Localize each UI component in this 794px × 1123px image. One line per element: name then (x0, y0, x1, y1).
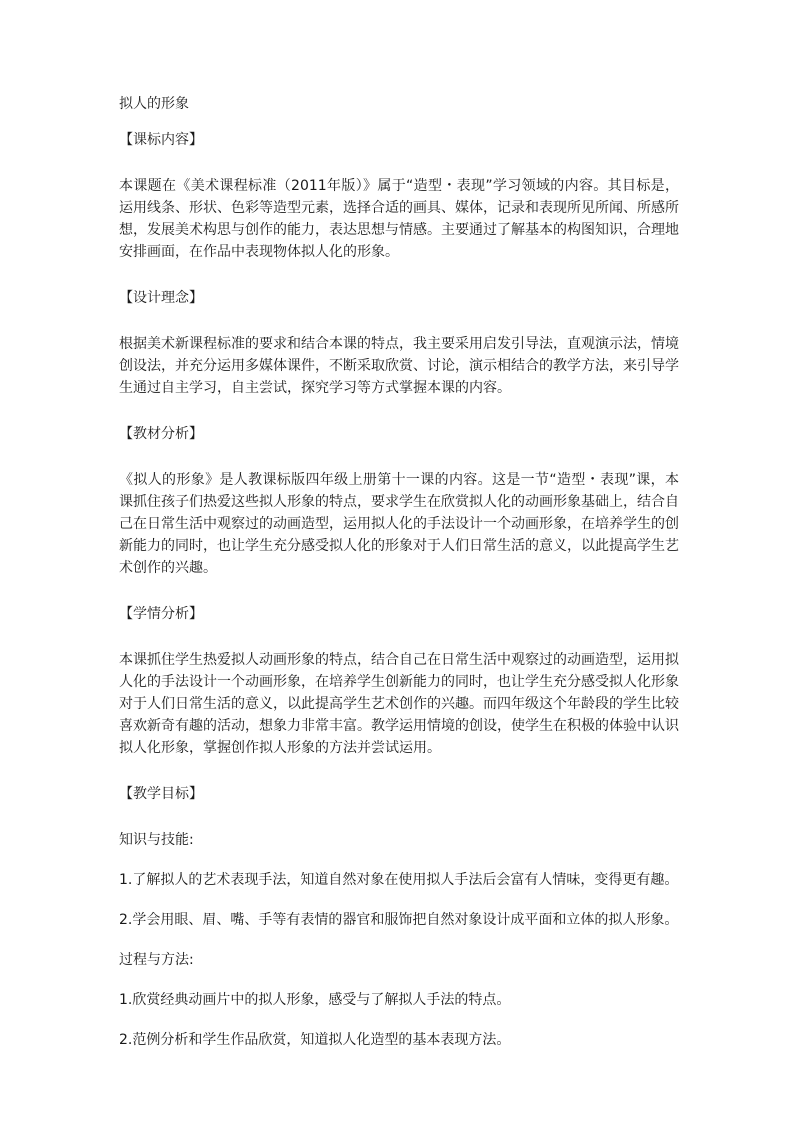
knowledge-item-1: 1.了解拟人的艺术表现手法，知道自然对象在使用拟人手法后会富有人情味，变得更有趣。 (119, 872, 679, 888)
section-text-concept: 根据美术新课程标准的要求和结合本课的特点，我主要采用启发引导法，直观演示法，情境创设法，并充分运用多媒体课件，不断采取欣赏、讨论，演示相结合的教学方法，来引导学生通过自主学习，自主尝试，探究学习等方式掌握本课的内容。 (119, 336, 679, 396)
document-title: 拟人的形象 (119, 96, 189, 112)
knowledge-skills-label: 知识与技能: (119, 832, 194, 848)
process-method-label: 过程与方法: (119, 952, 194, 968)
section-heading-concept: 【设计理念】 (119, 290, 203, 306)
section-text-material: 《拟人的形象》是人教课标版四年级上册第十一课的内容。这是一节“造型・表现”课，本课抓住孩子们热爱这些拟人形象的特点，要求学生在欣赏拟人化的动画形象基础上，结合自己在日常生活中观察过的动画造型，运用拟人化的手法设计一个动画形象，在培养学生的创新能力的同时，也让学生充分感受拟人化的形象对于人们日常生活的意义，以此提高学生艺术创作的兴趣。 (119, 472, 679, 576)
knowledge-item-2: 2.学会用眼、眉、嘴、手等有表情的器官和服饰把自然对象设计成平面和立体的拟人形象。 (119, 912, 679, 928)
section-heading-students: 【学情分析】 (119, 606, 203, 622)
process-item-1: 1.欣赏经典动画片中的拟人形象，感受与了解拟人手法的特点。 (119, 992, 511, 1008)
section-text-students: 本课抓住学生热爱拟人动画形象的特点，结合自己在日常生活中观察过的动画造型，运用拟人化的手法设计一个动画形象，在培养学生创新能力的同时，也让学生充分感受拟人化形象对于人们日常生活的意义，以此提高学生艺术创作的兴趣。而四年级这个年龄段的学生比较喜欢新奇有趣的活动，想象力非常丰富。教学运用情境的创设，使学生在积极的体验中认识拟人化形象，掌握创作拟人形象的方法并尝试运用。 (119, 652, 679, 756)
document-page (119, 93, 679, 1069)
section-heading-goals: 【教学目标】 (119, 786, 203, 802)
section-heading-standard: 【课标内容】 (119, 132, 203, 148)
section-text-standard: 本课题在《美术课程标准（2011年版）》属于“造型・表现”学习领域的内容。其目标是，运用线条、形状、色彩等造型元素，选择合适的画具、媒体，记录和表现所见所闻、所感所想，发展美术构思与创作的能力，表达思想与情感。主要通过了解基本的构图知识，合理地安排画面，在作品中表现物体拟人化的形象。 (119, 178, 679, 260)
section-heading-material: 【教材分析】 (119, 426, 203, 442)
process-item-2: 2.范例分析和学生作品欣赏，知道拟人化造型的基本表现方法。 (119, 1032, 511, 1048)
